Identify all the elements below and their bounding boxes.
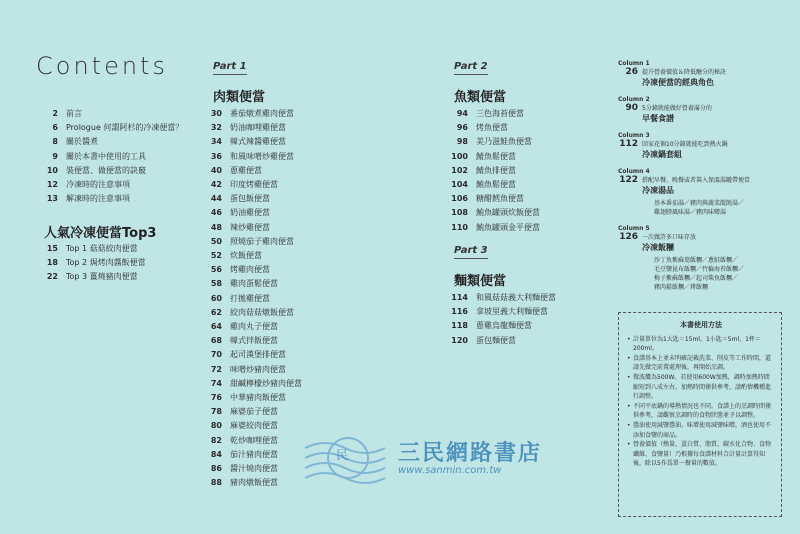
part3-label: Part 3 (454, 245, 488, 259)
page-number: 98 (456, 137, 468, 147)
page-number: 110 (451, 222, 468, 232)
page-number: 2 (52, 109, 58, 118)
toc-entry (440, 334, 556, 348)
page-number: 116 (451, 307, 468, 317)
page-number: 68 (210, 336, 222, 346)
toc-entry (440, 107, 540, 121)
column-line (618, 139, 793, 149)
column-label: Column 2 (618, 96, 650, 103)
toc-entry (200, 263, 302, 277)
page-number: 8 (52, 137, 58, 147)
column-line (618, 232, 793, 242)
page-number: 32 (210, 123, 222, 133)
page-number: 94 (456, 109, 468, 118)
usage-item (627, 354, 775, 373)
entry-title: 關於醬煮 (66, 137, 98, 147)
page-number: 72 (210, 364, 222, 374)
entry-title: 絞肉菇菇燉飯便當 (230, 307, 294, 317)
entry-title: 雞肉蛋鬆便當 (230, 279, 278, 289)
toc-entry (200, 121, 302, 135)
toc-entry (440, 305, 556, 319)
page-number: 62 (210, 307, 222, 317)
entry-title: 醬汁燒肉便當 (230, 464, 278, 474)
toc-entry (440, 164, 540, 178)
column-subtitle: 搭配早餐、晚餐或者裝入保溫湯罐帶便當 (642, 177, 751, 184)
page-number: 15 (46, 244, 58, 253)
page-number: 96 (456, 123, 468, 133)
entry-title: 美乃滋鮭魚便當 (476, 137, 532, 147)
top3-heading: 人氣冷凍便當Top3 (44, 226, 157, 241)
toc-entry (36, 150, 183, 164)
toc-entry (200, 107, 302, 121)
entry-title: 雞肉丸子便當 (230, 322, 278, 332)
entry-title: Top 3 薑燒豬肉便當 (66, 272, 138, 282)
entry-title: 裝便當、做便當的訣竅 (66, 165, 146, 175)
page-number: 106 (451, 194, 468, 204)
page-number: 40 (210, 165, 222, 175)
entry-title: 奶油雞便當 (230, 208, 270, 218)
page-number: 108 (451, 208, 468, 218)
entry-title: 韓式辣醬雞便當 (230, 137, 286, 147)
watermark-mark: 民 (336, 448, 349, 462)
toc-entry (200, 334, 302, 348)
usage-text: 微波爐為500W。若使用600W加熱，調時加熱時間縮短到八成左右。加熱時間僅供參考，請酌情機種進行調整。 (633, 373, 772, 401)
entry-title: 冷凍時的注意事項 (66, 180, 130, 190)
entry-title: 甜鹹檸檬炒豬肉便當 (230, 378, 302, 388)
page-number: 126 (619, 232, 638, 242)
part3-list (440, 291, 556, 348)
column-label: Column 4 (618, 168, 650, 175)
part3-heading: 麵類便當 (454, 274, 507, 289)
entry-title: 和風味噌炒雞便當 (230, 151, 294, 161)
part1-label: Part 1 (213, 61, 247, 75)
page-number: 44 (210, 194, 222, 204)
column-entry (618, 225, 793, 292)
page-number: 120 (451, 335, 468, 345)
column-entry (618, 96, 793, 124)
page-number: 88 (210, 478, 222, 488)
page-number: 100 (451, 151, 468, 161)
column-subtitle: 回家花個10分鐘就能吃到熱火鍋 (642, 141, 728, 148)
entry-title: 印度烤雞便當 (230, 180, 278, 190)
watermark-brand: 三民網路書店 (398, 441, 543, 466)
usage-box (618, 312, 782, 517)
entry-title: 鯖魚鬆便當 (476, 151, 516, 161)
entry-title: 茄汁豬肉便當 (230, 449, 278, 459)
usage-title: 本書使用方法 (680, 321, 722, 329)
entry-title: 解凍時的注意事項 (66, 194, 130, 204)
page-number: 82 (210, 435, 222, 445)
top3-list (36, 242, 146, 285)
part2-label: Part 2 (454, 61, 488, 75)
usage-item (627, 402, 775, 421)
column-extra: 梅子紫蘇飯糰／起司柴魚飯糰／ (654, 275, 739, 282)
page-number: 102 (451, 165, 468, 175)
toc-entry (200, 405, 302, 419)
entry-title: 打拋雞便當 (230, 293, 270, 303)
toc-entry (36, 135, 183, 149)
toc-entry (36, 107, 183, 121)
toc-entry (440, 178, 540, 192)
entry-title: 和風菇菇義大利麵便當 (476, 293, 556, 302)
page-number: 12 (46, 180, 58, 190)
toc-entry (36, 164, 183, 178)
entry-title: 照燒茄子雞肉便當 (230, 236, 294, 246)
toc-entry (36, 121, 183, 135)
entry-title: 炊飯便當 (230, 251, 262, 261)
entry-title: 三色海苔便當 (476, 109, 524, 118)
toc-entry (200, 249, 302, 263)
page-number: 36 (210, 151, 222, 161)
page-number: 122 (619, 175, 638, 185)
toc-entry (200, 221, 302, 235)
entry-title: 乾炒咖哩便當 (230, 435, 278, 445)
part1-list (200, 107, 302, 490)
page-number: 60 (210, 293, 222, 303)
page-number: 10 (46, 165, 58, 175)
toc-entry (200, 135, 302, 149)
page-number: 26 (625, 67, 638, 77)
column-label: Column 1 (618, 60, 650, 67)
page-number: 52 (210, 251, 222, 261)
bullet-icon: • (627, 373, 631, 381)
entry-title: 豬肉燉飯便當 (230, 478, 278, 488)
page-number: 56 (210, 265, 222, 275)
bullet-icon: • (627, 354, 631, 362)
usage-text: 計量單位為1大匙＝15ml，1小匙＝5ml，1杯＝200ml。 (633, 335, 761, 353)
column-title: 冷凍鍋套組 (642, 150, 682, 159)
entry-title: 蔥雞便當 (230, 165, 262, 175)
page-number: 18 (46, 258, 58, 268)
column-title: 冷凍飯糰 (642, 243, 674, 252)
usage-text: 醬油使用減鹽醬油。味增使用減鹽味噌，酒也使用不添加食鹽的商品。 (633, 421, 772, 439)
contents-title: Contents (36, 52, 168, 80)
entry-title: 番茄燉煮雞肉便當 (230, 109, 294, 118)
column-entry (618, 168, 793, 217)
toc-entry (200, 206, 302, 220)
column-extra: 基本番茄湯／豬肉與蔬菜餛飩湯／ (654, 200, 745, 207)
toc-entry (200, 448, 302, 462)
column-line (618, 175, 793, 185)
page-number: 74 (210, 378, 222, 388)
toc-entry (200, 277, 302, 291)
toc-entry (200, 235, 302, 249)
entry-title: 蛋包麵便當 (476, 335, 516, 345)
page-number: 9 (52, 151, 58, 161)
toc-entry (36, 192, 183, 206)
toc-entry (200, 178, 302, 192)
column-subtitle: 提升營養價值＆降低醣分的秘訣 (642, 69, 727, 76)
toc-entry (200, 434, 302, 448)
column-subtitle: 一次做許多口味存放 (642, 234, 697, 241)
page-number: 104 (451, 180, 468, 190)
column-entry (618, 60, 793, 88)
page-number: 114 (451, 293, 468, 302)
toc-entry (200, 419, 302, 433)
page-number: 80 (210, 421, 222, 431)
toc-entry (200, 164, 302, 178)
entry-title: 前言 (66, 109, 82, 118)
entry-title: 糖醋鱈魚便當 (476, 194, 524, 204)
part2-list (440, 107, 540, 235)
column-label: Column 3 (618, 132, 650, 139)
toc-entry (200, 192, 302, 206)
toc-entry (200, 292, 302, 306)
entry-title: 中華豬肉飯便當 (230, 393, 286, 403)
usage-item (627, 440, 775, 469)
bullet-icon: • (627, 441, 631, 449)
page-number: 42 (210, 180, 222, 190)
column-subtitle: 5分鐘就能做好營養滿分的 (642, 105, 712, 112)
toc-entry (200, 391, 302, 405)
column-title: 冷凍便當的經典角色 (642, 78, 714, 87)
entry-title: 起司漢堡排便當 (230, 350, 286, 360)
toc-entry (440, 221, 540, 235)
toc-entry (440, 291, 556, 305)
usage-items (627, 335, 775, 469)
entry-title: Top 1 菇菇絞肉便當 (66, 244, 138, 253)
entry-title: 麻婆茄子便當 (230, 407, 278, 417)
usage-text: 食譜基本上並未明確記載洗菜、削皮等工作時間，還請先做完前置處理後，再開始烹調。 (633, 354, 772, 372)
usage-text: 不同平底鍋的導熱情況也不同。食譜上的烹調時間僅供參考，請觀察烹調時的食物狀態並予以調整。 (633, 402, 772, 420)
columns-list (618, 60, 793, 300)
page-number: 64 (210, 322, 222, 332)
column-extra: 雞翅膀風味湯／豬肉味噌湯 (654, 209, 727, 216)
entry-title: 辣炒雞便當 (230, 222, 270, 232)
entry-title: 烤魚便當 (476, 123, 508, 133)
page-number: 84 (210, 449, 222, 459)
toc-entry (440, 319, 556, 333)
column-entry (618, 132, 793, 160)
usage-text: 營養價值（熱量、蛋白質、脂質、碳水化合物、食物纖維、食鹽量）乃根據每食譜材料合計量計算得知後，除以5作爲單一餐量的數值。 (633, 441, 772, 468)
toc-entry (36, 178, 183, 192)
column-title: 冷凍湯品 (642, 186, 674, 195)
column-line (618, 67, 793, 77)
entry-title: 蛋包飯便當 (230, 194, 270, 204)
column-extra: 毛豆鹽昆布飯糰／竹輪海苔飯糰／ (654, 266, 745, 273)
usage-item (627, 335, 775, 354)
toc-entry (200, 377, 302, 391)
entry-title: 拿坡里義大利麵便當 (476, 307, 548, 317)
usage-item (627, 421, 775, 440)
entry-title: 鮪魚罐頭炊飯便當 (476, 208, 540, 218)
entry-title: 味噌炒豬肉便當 (230, 364, 286, 374)
page-number: 76 (210, 393, 222, 403)
column-extra: 豬肉鬆飯糰／烤飯糰 (654, 284, 709, 291)
page-number: 13 (46, 194, 58, 204)
entry-title: 鯖魚排便當 (476, 165, 516, 175)
page-number: 118 (451, 321, 468, 331)
intro-list (36, 107, 183, 206)
page-number: 22 (46, 272, 58, 282)
column-label: Column 5 (618, 225, 650, 232)
entry-title: 韓式拌飯便當 (230, 336, 278, 346)
toc-entry (200, 363, 302, 377)
usage-item (627, 373, 775, 402)
toc-entry (440, 192, 540, 206)
entry-title: Top 2 焗烤肉醬飯便當 (66, 258, 146, 268)
entry-title: 烤雞肉便當 (230, 265, 270, 275)
page-number: 46 (210, 208, 222, 218)
entry-title: 奶油咖哩雞便當 (230, 123, 286, 133)
toc-entry (200, 306, 302, 320)
page-number: 90 (625, 103, 638, 113)
toc-entry (36, 242, 146, 256)
page-number: 50 (210, 236, 222, 246)
column-title: 早餐食譜 (642, 114, 674, 123)
bullet-icon: • (627, 421, 631, 429)
bullet-icon: • (627, 402, 631, 410)
page-number: 112 (619, 139, 638, 149)
bullet-icon: • (627, 335, 631, 343)
toc-entry (200, 348, 302, 362)
toc-entry (200, 320, 302, 334)
page-number: 58 (210, 279, 222, 289)
toc-entry (200, 476, 302, 490)
entry-title: 鮪魚罐頭金平便當 (476, 222, 540, 232)
entry-title: 蔥雞烏龍麵便當 (476, 321, 532, 331)
toc-entry (440, 150, 540, 164)
entry-title: 關於本書中使用的工具 (66, 151, 146, 161)
toc-entry (36, 256, 146, 270)
toc-entry (440, 206, 540, 220)
page-number: 48 (210, 222, 222, 232)
column-extra: 沙丁魚紫蘇葉飯糰／蔥鮭飯糰／ (654, 257, 739, 264)
toc-entry (440, 121, 540, 135)
entry-title: Prologue 何謂阿杉的冷凍便當？ (66, 123, 184, 133)
column-line (618, 103, 793, 113)
toc-entry (200, 462, 302, 476)
page-number: 70 (210, 350, 222, 360)
toc-entry (440, 135, 540, 149)
entry-title: 鮪魚鬆便當 (476, 180, 516, 190)
page-number: 78 (210, 407, 222, 417)
toc-entry (36, 270, 146, 284)
toc-entry (200, 150, 302, 164)
part2-heading: 魚類便當 (454, 90, 507, 105)
page-number: 6 (52, 123, 58, 133)
page-number: 34 (210, 137, 222, 147)
page-number: 30 (210, 109, 222, 118)
entry-title: 麻婆絞肉便當 (230, 421, 278, 431)
part1-heading: 肉類便當 (213, 90, 266, 105)
watermark-url: www.sanmin.com.tw (398, 465, 502, 476)
page-number: 86 (210, 464, 222, 474)
